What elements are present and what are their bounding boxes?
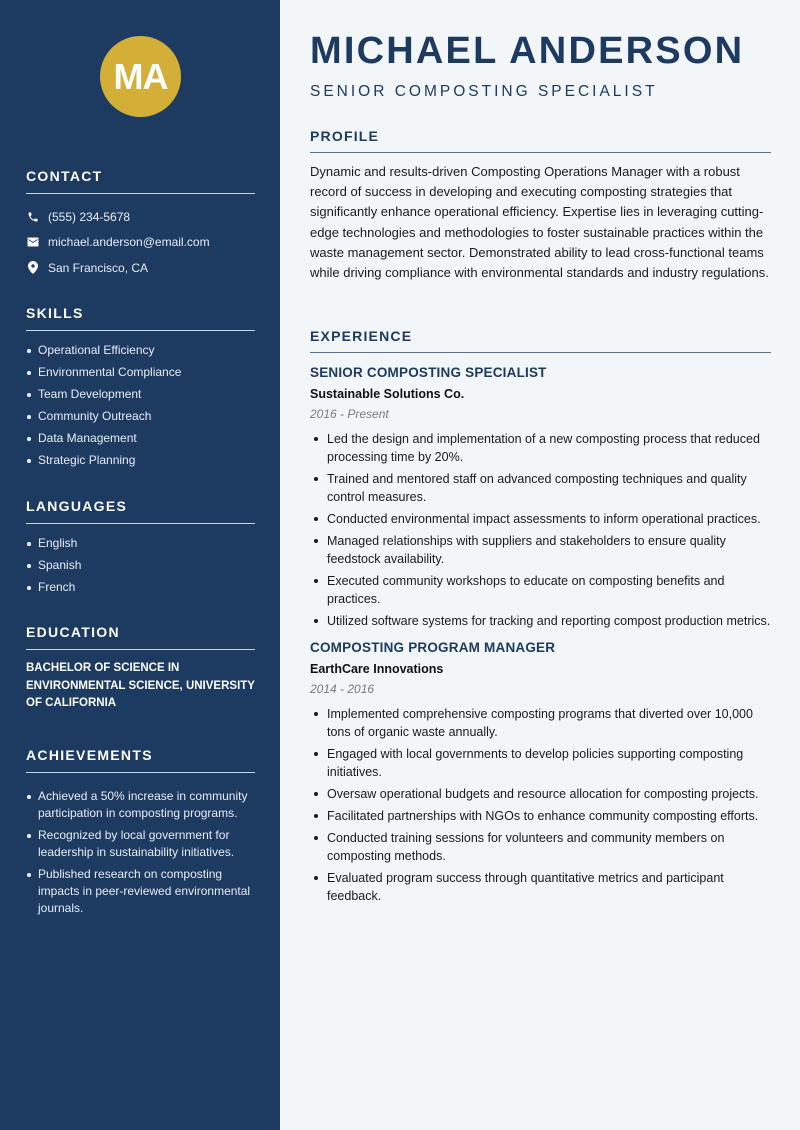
- job-bullet: Oversaw operational budgets and resource allocation for composting projects.: [310, 785, 771, 803]
- education-heading: EDUCATION: [26, 624, 255, 650]
- skills-heading: SKILLS: [26, 305, 255, 331]
- location-text: San Francisco, CA: [48, 260, 149, 275]
- language-item: French: [26, 579, 255, 596]
- achievement-item: Recognized by local government for leadership in sustainability initiatives.: [26, 827, 255, 861]
- job-bullet: Facilitated partnerships with NGOs to enhance community composting efforts.: [310, 807, 771, 825]
- achievements-heading: ACHIEVEMENTS: [26, 747, 255, 773]
- profile-heading: PROFILE: [310, 128, 771, 153]
- education-degree: BACHELOR OF SCIENCE IN ENVIRONMENTAL SCIENCE, UNIVERSITY OF CALIFORNIA: [26, 662, 255, 709]
- job-bullet: Engaged with local governments to develop policies supporting composting initiatives.: [310, 745, 771, 781]
- skill-item: Team Development: [26, 386, 255, 403]
- job-dates: 2016 - Present: [310, 407, 389, 421]
- language-item: English: [26, 535, 255, 552]
- skill-item: Strategic Planning: [26, 452, 255, 469]
- achievement-item: Achieved a 50% increase in community participation in composting programs.: [26, 788, 255, 822]
- contact-phone: [26, 204, 255, 230]
- skill-item: Community Outreach: [26, 408, 255, 425]
- languages-heading: LANGUAGES: [26, 498, 255, 524]
- email-text[interactable]: michael.anderson@email.com: [48, 235, 210, 250]
- job-bullet: Led the design and implementation of a new composting process that reduced processing time by 20%.: [310, 430, 771, 466]
- skills-section: [26, 305, 255, 474]
- job-entry: [310, 640, 771, 905]
- candidate-name: MICHAEL ANDERSON: [310, 30, 745, 72]
- skill-item: Data Management: [26, 430, 255, 447]
- contact-email: [26, 230, 255, 256]
- contact-heading: CONTACT: [26, 168, 255, 194]
- profile-text: Dynamic and results-driven Composting Operations Manager with a robust record of success in developing and executing composting strategies that significantly enhance operational efficiency. Expertise lies in leveraging cutting-edge technologies and methodologies to foster sustainable practices within the waste management sector. Demonstrated ability to lead cross-functional teams while driving compliance with environmental standards and industry regulations.: [310, 164, 769, 281]
- job-title: COMPOSTING PROGRAM MANAGER: [310, 640, 556, 655]
- job-bullet: Executed community workshops to educate on composting benefits and practices.: [310, 572, 771, 608]
- contact-section: [26, 168, 255, 281]
- experience-section: [310, 328, 771, 909]
- avatar: MA: [100, 36, 181, 117]
- sidebar: [0, 0, 280, 1130]
- job-entry: [310, 365, 771, 630]
- job-bullet: Utilized software systems for tracking and reporting compost production metrics.: [310, 612, 771, 630]
- job-dates: 2014 - 2016: [310, 682, 375, 696]
- candidate-title: SENIOR COMPOSTING SPECIALIST: [310, 83, 658, 100]
- email-icon: [26, 236, 39, 249]
- job-bullet: Conducted environmental impact assessments to inform operational practices.: [310, 510, 771, 528]
- job-bullet: Managed relationships with suppliers and stakeholders to ensure quality feedstock availability.: [310, 532, 771, 568]
- languages-section: [26, 498, 255, 601]
- job-bullet: Implemented comprehensive composting programs that diverted over 10,000 tons of organic waste annually.: [310, 705, 771, 741]
- education-section: [26, 624, 255, 713]
- job-company: Sustainable Solutions Co.: [310, 387, 465, 401]
- job-bullet: Evaluated program success through quantitative metrics and participant feedback.: [310, 869, 771, 905]
- phone-icon: [26, 210, 39, 223]
- skill-item: Environmental Compliance: [26, 364, 255, 381]
- job-bullet: Conducted training sessions for volunteers and community members on composting methods.: [310, 829, 771, 865]
- experience-heading: EXPERIENCE: [310, 328, 771, 353]
- language-item: Spanish: [26, 557, 255, 574]
- job-bullet: Trained and mentored staff on advanced composting techniques and quality control measures.: [310, 470, 771, 506]
- profile-section: [310, 128, 771, 283]
- phone-text: (555) 234-5678: [48, 209, 131, 224]
- job-title: SENIOR COMPOSTING SPECIALIST: [310, 365, 547, 380]
- achievement-item: Published research on composting impacts in peer-reviewed environmental journals.: [26, 866, 255, 917]
- contact-location: [26, 255, 255, 281]
- skill-item: Operational Efficiency: [26, 342, 255, 359]
- job-company: EarthCare Innovations: [310, 662, 444, 676]
- location-pin-icon: [26, 261, 39, 274]
- achievements-section: [26, 747, 255, 922]
